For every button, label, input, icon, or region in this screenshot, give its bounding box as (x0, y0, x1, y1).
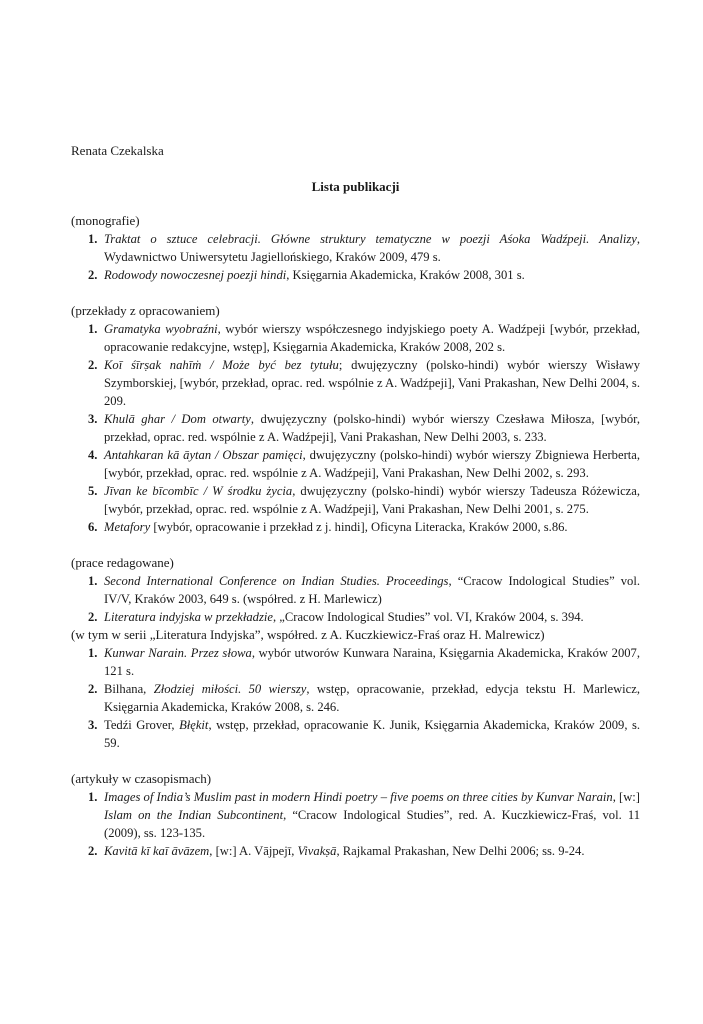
list-item (71, 644, 640, 680)
list-item (71, 842, 640, 860)
item-title: Rodowody nowoczesnej poezji hindi (104, 268, 287, 282)
series-list (71, 644, 640, 752)
item-source-details: , “Cracow Indological Studies”, red. A. Kuczkiewicz-Fraś, vol. 11 (2009), ss. 123-135. (104, 808, 640, 840)
item-author: Tedźi Grover, (104, 718, 180, 732)
item-details: , Księgarnia Akademicka, Kraków 2008, 301 s. (286, 268, 525, 282)
list-item (71, 716, 640, 752)
list-item (71, 356, 640, 410)
item-title: Koī śīrṣak nahīṁ / Może być bez tytułu (104, 358, 339, 372)
list-item (71, 572, 640, 608)
item-details: , [w:] (612, 790, 640, 804)
list-item (71, 410, 640, 446)
item-title: Kunwar Narain. Przez słowa (104, 646, 252, 660)
item-number: 2. (88, 844, 98, 858)
item-details: , dwujęzyczny (polsko-hindi) wybór wierszy Tadeusza Różewicza, [wybór, przekład, oprac. red. wspólnie z A. Wadźpeji], Vani Prakashan, New Delhi 2001, s. 275. (104, 484, 640, 516)
item-number: 1. (88, 646, 98, 660)
item-title: Kavitā kī kaī āvāzem (104, 844, 210, 858)
section-przeklady (71, 302, 640, 536)
item-title: Literatura indyjska w przekładzie (104, 610, 273, 624)
item-number: 3. (88, 718, 98, 732)
list-item (71, 266, 640, 284)
item-details: , [w:] A. Vājpejī, (209, 844, 298, 858)
publication-list (71, 788, 640, 860)
publication-page (71, 142, 640, 860)
list-item (71, 788, 640, 842)
item-details: , dwujęzyczny (polsko-hindi) wybór wierszy Czesława Miłosza, [wybór, przekład, oprac. red. wspólnie z A. Wadźpeji], Vani Prakashan, New Delhi 2003, s. 233. (104, 412, 640, 444)
item-title: Gramatyka wyobraźni (104, 322, 218, 336)
item-title: Jīvan ke bīcombīc / W środku życia (104, 484, 293, 498)
item-title: Złodziej miłości. 50 wierszy (153, 682, 307, 696)
item-title: Khulā ghar / Dom otwarty (104, 412, 251, 426)
item-source-title: Islam on the Indian Subcontinent (104, 808, 284, 822)
item-details: , “Cracow Indological Studies” vol. IV/V, Kraków 2003, 649 s. (współred. z H. Marlewicz) (104, 574, 640, 606)
item-number: 6. (88, 520, 98, 534)
item-details: ; dwujęzyczny (polsko-hindi) wybór wierszy Wisławy Szymborskiej, [wybór, przekład, oprac. red. wspólnie z A. Wadźpeji], Vani Prakashan, New Delhi 2004, s. 209. (104, 358, 641, 408)
section-heading: (prace redagowane) (71, 555, 174, 570)
item-title: Antahkaran kā āytan / Obszar pamięci (104, 448, 303, 462)
section-prace-redagowane (71, 554, 640, 752)
item-details: , wybór utworów Kunwara Naraina, Księgarnia Akademicka, Kraków 2007, 121 s. (104, 646, 640, 678)
item-number: 4. (88, 448, 98, 462)
item-details: , wstęp, przekład, opracowanie K. Junik, Księgarnia Akademicka, Kraków 2009, s. 59. (104, 718, 640, 750)
item-number: 1. (88, 322, 98, 336)
page-title: Lista publikacji (311, 179, 400, 194)
item-title: Second International Conference on Indian Studies. Proceedings (104, 574, 449, 588)
item-details: , dwujęzyczny (polsko-hindi) wybór wierszy Zbigniewa Herberta, [wybór, przekład, oprac. red. wspólnie z A. Wadźpeji], Vani Prakashan, New Delhi 2002, s. 293. (104, 448, 640, 480)
section-heading: (przekłady z opracowaniem) (71, 303, 220, 318)
item-details: , wybór wierszy współczesnego indyjskiego poety A. Wadźpeji [wybór, przekład, opracowanie redakcyjne, wstęp], Księgarnia Akademicka, Kraków 2008, 202 s. (104, 322, 640, 354)
list-item (71, 446, 640, 482)
publication-list (71, 230, 640, 284)
list-item (71, 320, 640, 356)
list-item (71, 608, 640, 626)
item-title: Błękit (179, 718, 209, 732)
item-details: [wybór, opracowanie i przekład z j. hindi], Oficyna Literacka, Kraków 2000, s.86. (150, 520, 568, 534)
item-number: 2. (88, 682, 98, 696)
section-heading: (artykuły w czasopismach) (71, 771, 212, 786)
publication-list (71, 572, 640, 626)
section-artykuly (71, 770, 640, 860)
item-number: 3. (88, 412, 98, 426)
item-number: 1. (88, 232, 98, 246)
item-source-title: Vivakṣā (297, 844, 337, 858)
item-source-details: , Rajkamal Prakashan, New Delhi 2006; ss. 9-24. (336, 844, 585, 858)
item-number: 1. (88, 790, 98, 804)
section-monografie (71, 212, 640, 284)
item-number: 2. (88, 610, 98, 624)
list-item (71, 230, 640, 266)
author-name: Renata Czekalska (71, 143, 164, 158)
series-subheading: (w tym w serii „Literatura Indyjska”, współred. z A. Kuczkiewicz-Fraś oraz H. Malrewicz) (71, 627, 545, 642)
list-item (71, 482, 640, 518)
list-item (71, 518, 640, 536)
item-details: , wstęp, opracowanie, przekład, edycja tekstu H. Marlewicz, Księgarnia Akademicka, Kraków 2008, s. 246. (104, 682, 640, 714)
item-number: 2. (88, 268, 98, 282)
item-title: Metafory (104, 520, 151, 534)
item-number: 2. (88, 358, 98, 372)
item-author: Bilhana, (104, 682, 154, 696)
item-details: , „Cracow Indological Studies” vol. VI, Kraków 2004, s. 394. (272, 610, 584, 624)
publication-list (71, 320, 640, 536)
item-details: , Wydawnictwo Uniwersytetu Jagiellońskiego, Kraków 2009, 479 s. (104, 232, 640, 264)
item-title: Traktat o sztuce celebracji. Główne struktury tematyczne w poezji Aśoka Wadźpeji. Analizy (104, 232, 637, 246)
item-number: 5. (88, 484, 98, 498)
section-heading: (monografie) (71, 213, 140, 228)
list-item (71, 680, 640, 716)
item-title: Images of India’s Muslim past in modern Hindi poetry – five poems on three cities by Kunvar Narain (104, 790, 613, 804)
item-number: 1. (88, 574, 98, 588)
